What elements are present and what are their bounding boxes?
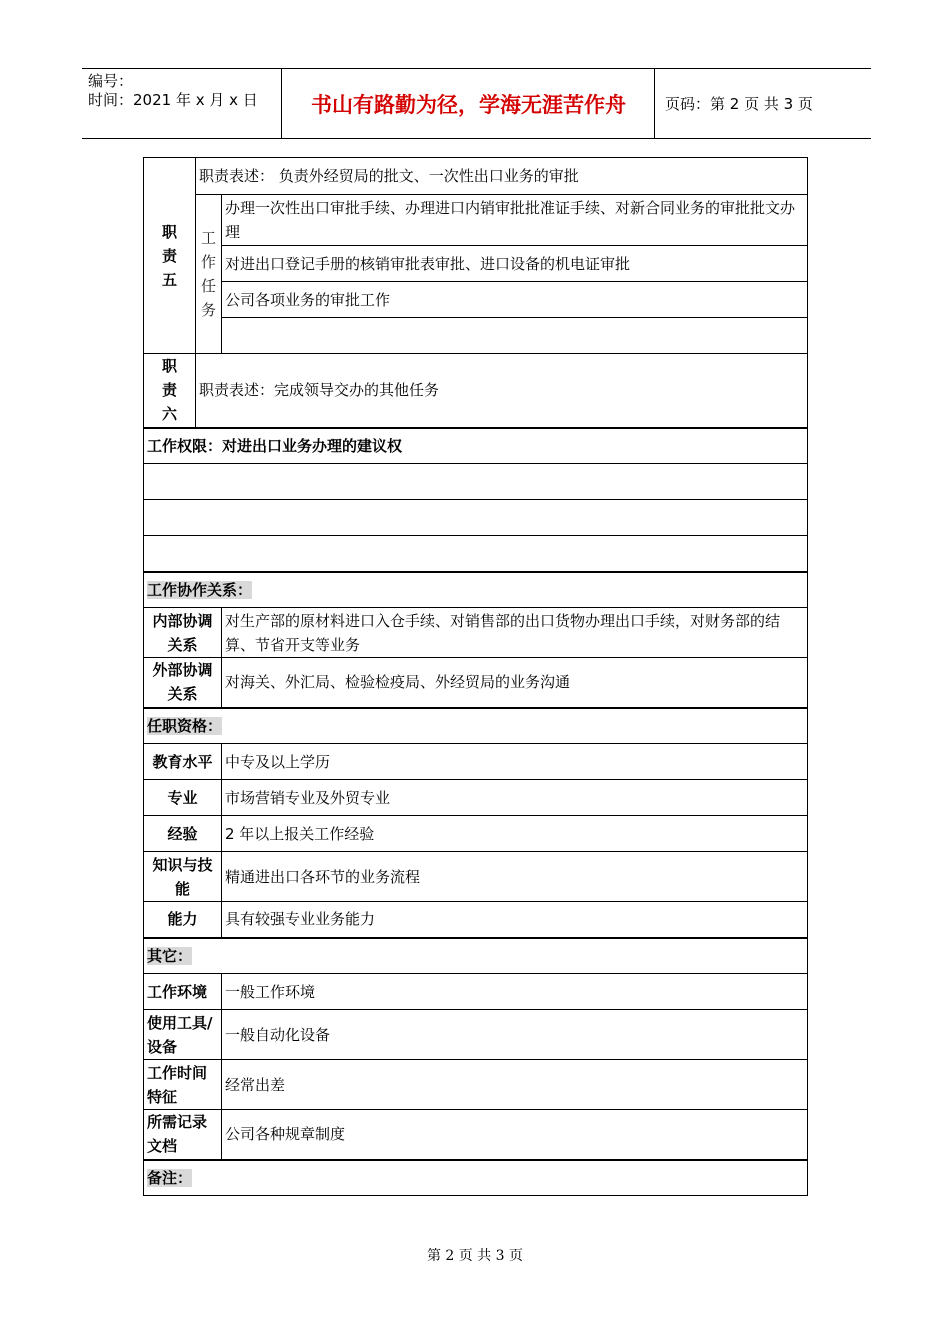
duty6-description: 职责表述：完成领导交办的其他任务 (196, 354, 808, 428)
other-value: 一般自动化设备 (222, 1010, 808, 1060)
time-label: 时间：2021 年 x 月 x 日 (88, 91, 258, 109)
other-row (144, 1010, 808, 1060)
external-coordination-row (144, 658, 808, 708)
blank-cell (144, 536, 808, 572)
other-value: 一般工作环境 (222, 974, 808, 1010)
blank-row (144, 536, 808, 572)
number-label: 编号： (88, 72, 134, 90)
qualification-label: 能力 (144, 902, 222, 938)
authority-text: 工作权限：对进出口业务办理的建议权 (144, 428, 808, 464)
other-value: 公司各种规章制度 (222, 1110, 808, 1160)
qualification-row (144, 852, 808, 902)
blank-cell (144, 500, 808, 536)
other-label: 使用工具/设备 (144, 1010, 222, 1060)
header-page-code: 页码：第 2 页 共 3 页 (665, 95, 813, 113)
duty6-label: 职 责 六 (144, 354, 196, 428)
duty5-task-row (144, 246, 808, 282)
blank-row (144, 500, 808, 536)
qualification-row (144, 902, 808, 938)
other-label: 工作时间特征 (144, 1060, 222, 1110)
qualification-label: 经验 (144, 816, 222, 852)
other-label: 工作环境 (144, 974, 222, 1010)
external-coordination-label: 外部协调关系 (144, 658, 222, 708)
other-title-row (144, 938, 808, 974)
qualifications-title-row (144, 708, 808, 744)
cooperation-title-row (144, 572, 808, 608)
qualification-value: 中专及以上学历 (222, 744, 808, 780)
remarks-row (144, 1160, 808, 1196)
authority-row (144, 428, 808, 464)
cooperation-title: 工作协作关系： (147, 581, 253, 600)
qualification-value: 市场营销专业及外贸专业 (222, 780, 808, 816)
qualifications-title: 任职资格： (147, 717, 223, 736)
duty5-description-row (144, 158, 808, 195)
other-row (144, 1060, 808, 1110)
duty5-task-row (144, 195, 808, 246)
duty5-task: 对进出口登记手册的核销审批表审批、进口设备的机电证审批 (222, 246, 808, 282)
qualification-value: 精通进出口各环节的业务流程 (222, 852, 808, 902)
qualification-label: 知识与技能 (144, 852, 222, 902)
other-title: 其它： (147, 947, 193, 966)
qualification-row (144, 780, 808, 816)
qualification-label: 专业 (144, 780, 222, 816)
qualification-value: 具有较强专业业务能力 (222, 902, 808, 938)
qualification-label: 教育水平 (144, 744, 222, 780)
duty5-description: 职责表述： 负责外经贸局的批文、一次性出口业务的审批 (196, 158, 808, 195)
qualification-row (144, 816, 808, 852)
duty6-row (144, 354, 808, 428)
other-value: 经常出差 (222, 1060, 808, 1110)
external-coordination-text: 对海关、外汇局、检验检疫局、外经贸局的业务沟通 (222, 658, 808, 708)
other-title-cell (144, 938, 808, 974)
duty5-task-row (144, 318, 808, 354)
header-motto: 书山有路勤为径，学海无涯苦作舟 (283, 69, 655, 138)
duty5-task-row (144, 282, 808, 318)
other-label: 所需记录文档 (144, 1110, 222, 1160)
duty5-label: 职 责 五 (144, 158, 196, 354)
qualification-row (144, 744, 808, 780)
duty5-tasks-label: 工 作 任 务 (196, 195, 222, 354)
qualification-value: 2 年以上报关工作经验 (222, 816, 808, 852)
duty5-task: 公司各项业务的审批工作 (222, 282, 808, 318)
blank-cell (144, 464, 808, 500)
qualifications-title-cell (144, 708, 808, 744)
header-meta (82, 69, 282, 138)
cooperation-title-cell (144, 572, 808, 608)
page-footer: 第 2 页 共 3 页 (426, 1248, 524, 1264)
other-row (144, 1110, 808, 1160)
duty5-task: 办理一次性出口审批手续、办理进口内销审批批准证手续、对新合同业务的审批批文办理 (222, 195, 808, 246)
remarks-cell (144, 1160, 808, 1196)
document-header (82, 68, 871, 139)
other-row (144, 974, 808, 1010)
internal-coordination-row (144, 608, 808, 658)
internal-coordination-label: 内部协调关系 (144, 608, 222, 658)
duty5-task (222, 318, 808, 354)
job-description-table (143, 157, 808, 1196)
internal-coordination-text: 对生产部的原材料进口入仓手续、对销售部的出口货物办理出口手续，对财务部的结算、节省开支等业务 (222, 608, 808, 658)
blank-row (144, 464, 808, 500)
remarks-title: 备注： (147, 1169, 193, 1188)
